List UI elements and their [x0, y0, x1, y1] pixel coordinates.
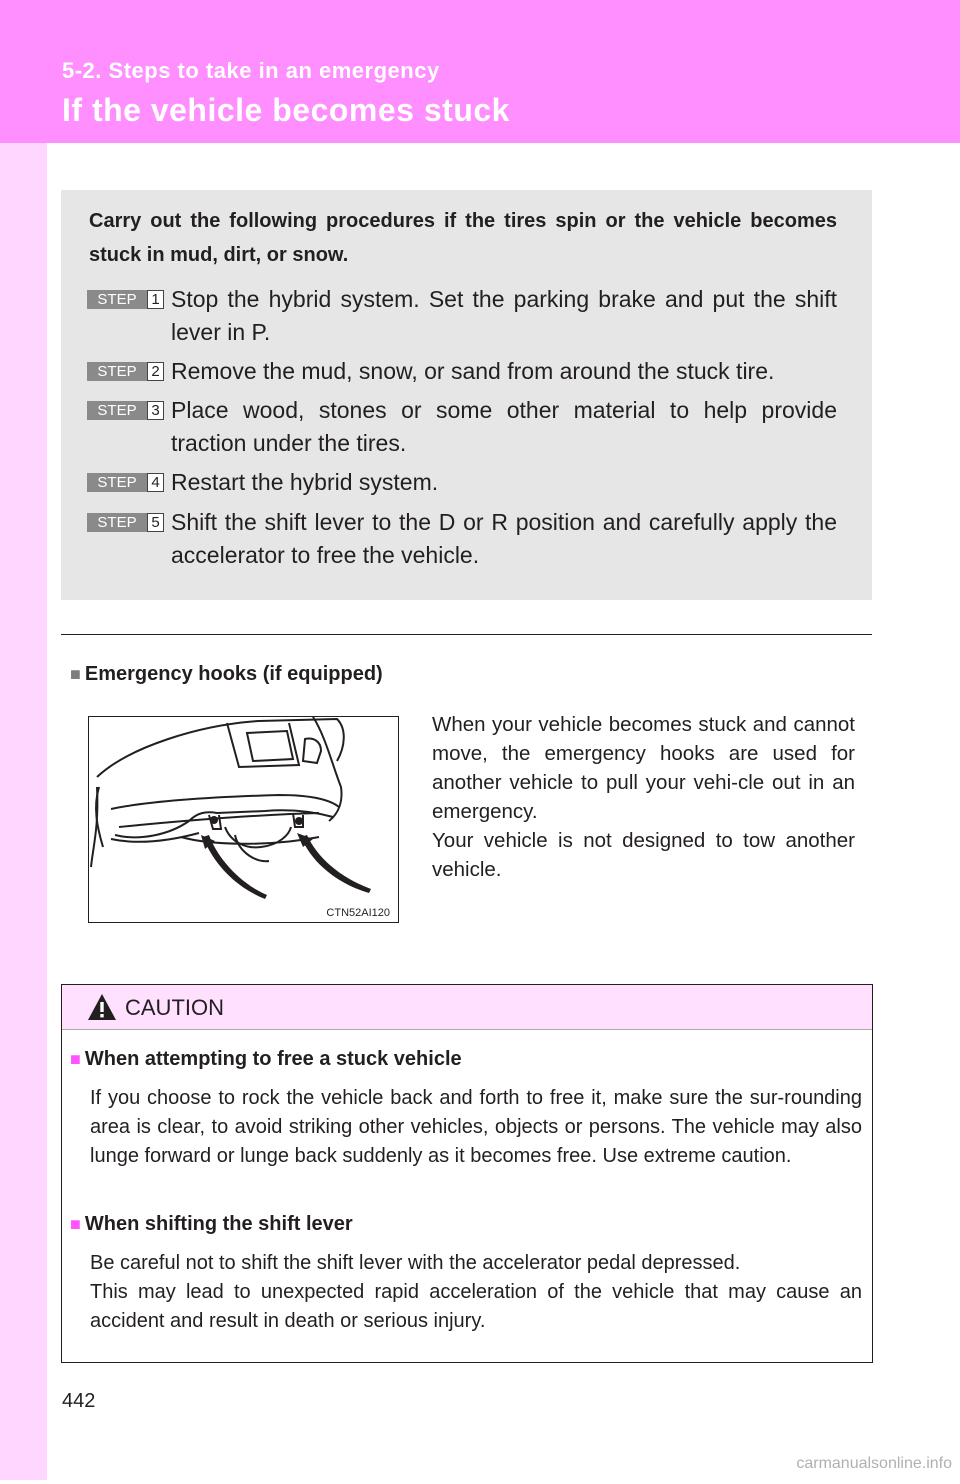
side-strip: [0, 143, 47, 1480]
caution-body-shift-lever: [90, 1249, 862, 1336]
step-text: Stop the hybrid system. Set the parking brake and put the shift lever in P.: [171, 286, 837, 345]
step-badge-number: 2: [147, 362, 164, 381]
page-number: 442: [62, 1390, 96, 1412]
step-badge: [87, 473, 164, 492]
car-rear-underside-drawing: [89, 717, 398, 922]
step-text: Shift the shift lever to the D or R position and carefully apply the accelerator to free the vehicle.: [171, 509, 837, 568]
caution-title: CAUTION: [125, 995, 224, 1020]
step-text: Place wood, stones or some other material to help provide traction under the tires.: [171, 397, 837, 456]
page-title: If the vehicle becomes stuck: [62, 92, 510, 128]
square-bullet-icon: ■: [70, 1214, 81, 1234]
step-badge-number: 1: [147, 290, 164, 309]
caution-paragraph: Be careful not to shift the shift lever with the accelerator pedal depressed.: [90, 1252, 741, 1274]
step-badge-word: STEP: [87, 401, 147, 420]
procedure-intro: Carry out the following procedures if the tires spin or the vehicle becomes stuck in mud, dirt, or snow.: [89, 210, 837, 266]
step-badge-number: 3: [147, 401, 164, 420]
step-badge-number: 5: [147, 513, 164, 532]
caution-paragraph: If you choose to rock the vehicle back and forth to free it, make sure the sur-rounding area is clear, to avoid striking other vehicles, objects or persons. The vehicle may also lunge forward or lunge back suddenly as it becomes free. Use extreme caution.: [90, 1087, 862, 1167]
page-header: [0, 0, 960, 143]
step-badge: [87, 401, 164, 420]
caution-header: [62, 985, 872, 1030]
section-divider: [61, 634, 872, 635]
step-text: Restart the hybrid system.: [171, 469, 439, 495]
step-badge: [87, 362, 164, 381]
square-bullet-icon: ■: [70, 1049, 81, 1069]
step-badge: [87, 513, 164, 532]
step-text: Remove the mud, snow, or sand from around the stuck tire.: [171, 358, 775, 384]
hooks-heading-text: Emergency hooks (if equipped): [84, 663, 383, 685]
step-badge: [87, 290, 164, 309]
step-badge-word: STEP: [87, 290, 147, 309]
step-badge-number: 4: [147, 473, 164, 492]
hooks-paragraph: When your vehicle becomes stuck and cannot move, the emergency hooks are used for another vehicle to pull your vehi-cle out in an emergency.: [432, 713, 855, 823]
caution-box: [61, 984, 873, 1363]
square-bullet-icon: ■: [70, 664, 81, 684]
step-badge-word: STEP: [87, 473, 147, 492]
watermark: carmanualsonline.info: [796, 1455, 952, 1472]
caution-heading-text: When shifting the shift lever: [84, 1213, 353, 1235]
hooks-description: [432, 710, 855, 884]
procedure-box: [61, 190, 872, 600]
caution-paragraph: This may lead to unexpected rapid acceleration of the vehicle that may cause an accident and result in death or serious injury.: [90, 1281, 862, 1332]
caution-heading-shift-lever: [70, 1213, 353, 1236]
warning-triangle-icon: [87, 993, 117, 1021]
hooks-paragraph: Your vehicle is not designed to tow another vehicle.: [432, 829, 855, 881]
illustration-code: CTN52AI120: [326, 907, 390, 919]
section-label: 5-2. Steps to take in an emergency: [62, 58, 440, 83]
step-badge-word: STEP: [87, 513, 147, 532]
caution-body-free-vehicle: [90, 1084, 862, 1171]
emergency-hooks-illustration: [88, 716, 399, 923]
hooks-heading: [70, 663, 383, 686]
step-badge-word: STEP: [87, 362, 147, 381]
caution-heading-free-vehicle: [70, 1048, 462, 1071]
caution-heading-text: When attempting to free a stuck vehicle: [84, 1048, 462, 1070]
